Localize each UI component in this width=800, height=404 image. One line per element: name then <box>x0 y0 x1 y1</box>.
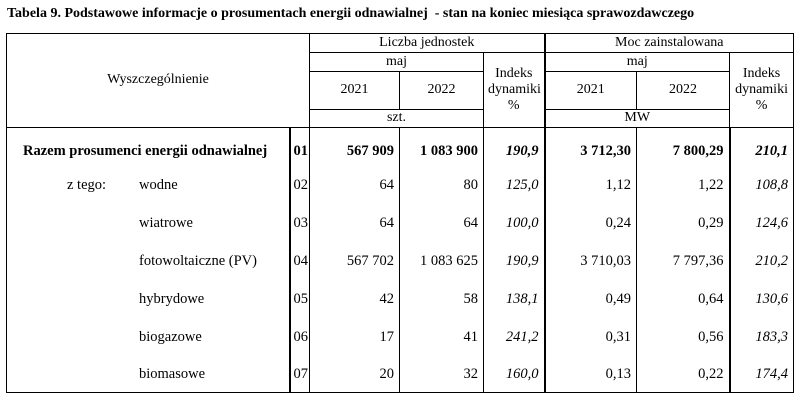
row-label: wodne <box>139 177 178 194</box>
table-row <box>7 205 794 243</box>
power-2022: 1,22 <box>637 167 730 205</box>
units-2021: 17 <box>310 319 400 357</box>
power-2022: 0,56 <box>637 319 730 357</box>
power-2022: 7 800,29 <box>637 137 730 167</box>
row-code: 06 <box>290 319 310 357</box>
units-2021: 64 <box>310 167 400 205</box>
power-2022: 0,64 <box>637 281 730 319</box>
row-code: 03 <box>290 205 310 243</box>
units-index: 190,9 <box>484 137 545 167</box>
power-index: 108,8 <box>730 167 794 205</box>
table-row <box>7 319 794 357</box>
units-2021: 42 <box>310 281 400 319</box>
power-index: 183,3 <box>730 319 794 357</box>
units-index: 125,0 <box>484 167 545 205</box>
header-units-group: Liczba jednostek <box>310 34 545 53</box>
header-power-month: maj <box>545 53 730 72</box>
power-index: 124,6 <box>730 205 794 243</box>
units-2022: 80 <box>400 167 484 205</box>
units-2021: 64 <box>310 205 400 243</box>
table-row <box>7 167 794 205</box>
row-code: 07 <box>290 357 310 393</box>
row-label: hybrydowe <box>139 291 205 308</box>
power-2022: 0,22 <box>637 357 730 393</box>
header-power-2022: 2022 <box>637 72 730 110</box>
units-index: 138,1 <box>484 281 545 319</box>
row-code: 01 <box>290 137 310 167</box>
units-index: 190,9 <box>484 243 545 281</box>
table-row <box>7 281 794 319</box>
units-2022: 41 <box>400 319 484 357</box>
units-2022: 1 083 900 <box>400 137 484 167</box>
table-row <box>7 357 794 393</box>
units-2021: 567 909 <box>310 137 400 167</box>
units-2021: 567 702 <box>310 243 400 281</box>
table-row <box>7 243 794 281</box>
row-label: fotowoltaiczne (PV) <box>139 253 257 270</box>
power-2021: 1,12 <box>545 167 637 205</box>
header-power-group: Moc zainstalowana <box>545 34 794 53</box>
power-2021: 0,49 <box>545 281 637 319</box>
row-label: Razem prosumenci energii odnawialnej <box>23 143 268 160</box>
header-unit-szt: szt. <box>310 110 484 128</box>
prosumers-table <box>6 33 794 393</box>
power-index: 210,1 <box>730 137 794 167</box>
header-power-index: Indeks dynamiki % <box>730 53 794 128</box>
row-code: 02 <box>290 167 310 205</box>
units-2022: 32 <box>400 357 484 393</box>
power-2021: 3 710,03 <box>545 243 637 281</box>
units-2021: 20 <box>310 357 400 393</box>
power-2022: 0,29 <box>637 205 730 243</box>
header-units-month: maj <box>310 53 484 72</box>
power-2021: 0,13 <box>545 357 637 393</box>
power-2022: 7 797,36 <box>637 243 730 281</box>
power-2021: 0,31 <box>545 319 637 357</box>
units-index: 160,0 <box>484 357 545 393</box>
header-units-2022: 2022 <box>400 72 484 110</box>
units-index: 100,0 <box>484 205 545 243</box>
row-code: 05 <box>290 281 310 319</box>
header-units-2021: 2021 <box>310 72 400 110</box>
power-index: 174,4 <box>730 357 794 393</box>
row-label: wiatrowe <box>139 215 193 232</box>
header-power-2021: 2021 <box>545 72 637 110</box>
row-header-label: Wyszczególnienie <box>107 72 209 88</box>
header-units-index: Indeks dynamiki % <box>484 53 545 128</box>
power-2021: 0,24 <box>545 205 637 243</box>
units-2022: 1 083 625 <box>400 243 484 281</box>
table-row <box>7 137 794 167</box>
power-index: 130,6 <box>730 281 794 319</box>
power-2021: 3 712,30 <box>545 137 637 167</box>
of-which-label: z tego: <box>67 177 107 194</box>
power-index: 210,2 <box>730 243 794 281</box>
row-label: biogazowe <box>139 329 202 346</box>
units-2022: 58 <box>400 281 484 319</box>
table-title: Tabela 9. Podstawowe informacje o prosumentach energii odnawialnej - stan na koniec miesiąca sprawozdawczego <box>7 6 695 21</box>
units-2022: 64 <box>400 205 484 243</box>
row-code: 04 <box>290 243 310 281</box>
row-label: biomasowe <box>139 365 206 382</box>
header-unit-mw: MW <box>545 110 730 128</box>
units-index: 241,2 <box>484 319 545 357</box>
